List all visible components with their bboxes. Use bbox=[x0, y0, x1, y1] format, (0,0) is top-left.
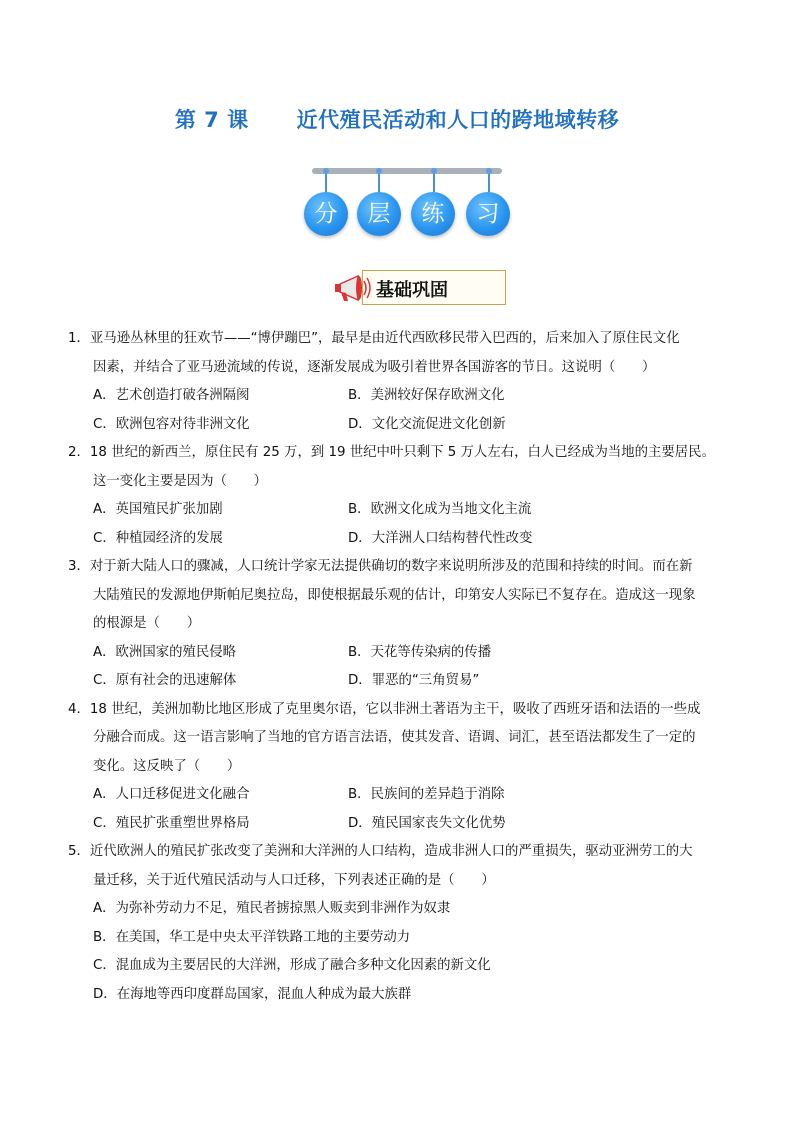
banner-char: 练 bbox=[411, 192, 455, 236]
question-text: 5．近代欧洲人的殖民扩张改变了美洲和大洋洲的人口结构，造成非洲人口的严重损失，驱动亚洲劳工的大 bbox=[68, 844, 693, 859]
banner-char: 层 bbox=[357, 192, 401, 236]
option-d: D．大洋洲人口结构替代性改变 bbox=[348, 530, 533, 546]
lesson-number: 第 7 课 bbox=[174, 108, 249, 132]
question-text: 量迁移，关于近代殖民活动与人口迁移，下列表述正确的是（ ） bbox=[93, 872, 495, 888]
option-c: C．欧洲包容对待非洲文化 bbox=[93, 416, 250, 432]
option-a: A．英国殖民扩张加剧 bbox=[93, 502, 223, 517]
question-text: 分融合而成。这一语言影响了当地的官方语言法语，使其发音、语调、词汇，甚至语法都发生了一定的 bbox=[93, 730, 696, 745]
option-a: A．为弥补劳动力不足，殖民者掳掠黑人贩卖到非洲作为奴隶 bbox=[93, 901, 451, 916]
question-text: 3．对于新大陆人口的骤减，人口统计学家无法提供确切的数字来说明所涉及的范围和持续的时间。而在新 bbox=[68, 559, 693, 574]
question-text: 变化。这反映了（ ） bbox=[93, 758, 241, 774]
question-text: 这一变化主要是因为（ ） bbox=[93, 473, 268, 489]
option-d: D．文化交流促进文化创新 bbox=[348, 416, 506, 432]
question-text: 4．18 世纪，美洲加勒比地区形成了克里奥尔语，它以非洲土著语为主干，吸收了西班牙语和法语的一些成 bbox=[68, 701, 701, 717]
question-1 bbox=[68, 325, 728, 439]
option-b: B．在美国，华工是中央太平洋铁路工地的主要劳动力 bbox=[93, 929, 411, 945]
question-3 bbox=[68, 553, 728, 696]
question-text: 1．亚马逊丛林里的狂欢节——“博伊蹦巴”，最早是由近代西欧移民带入巴西的，后来加入了原住民文化 bbox=[68, 331, 680, 346]
page-title bbox=[0, 104, 794, 134]
option-c: C．混血成为主要居民的大洋洲，形成了融合多种文化因素的新文化 bbox=[93, 958, 491, 973]
option-a: A．人口迁移促进文化融合 bbox=[93, 787, 250, 802]
question-4 bbox=[68, 696, 728, 839]
practice-banner bbox=[300, 168, 514, 240]
option-b: B．美洲较好保存欧洲文化 bbox=[348, 388, 505, 403]
lesson-title: 近代殖民活动和人口的跨地域转移 bbox=[296, 108, 620, 132]
question-5 bbox=[68, 838, 728, 1009]
question-text: 因素，并结合了亚马逊流域的传说，逐渐发展成为吸引着世界各国游客的节日。这说明（ ） bbox=[93, 359, 656, 375]
option-b: B．民族间的差异趋于消除 bbox=[348, 787, 505, 802]
option-c: C．种植园经济的发展 bbox=[93, 530, 223, 546]
banner-rod bbox=[312, 168, 502, 174]
option-d: D．罪恶的“三角贸易” bbox=[348, 673, 480, 688]
question-2 bbox=[68, 439, 728, 553]
option-d: D．殖民国家丧失文化优势 bbox=[348, 815, 506, 831]
question-list bbox=[68, 325, 728, 1009]
section-label: 基础巩固 bbox=[376, 280, 448, 301]
option-b: B．欧洲文化成为当地文化主流 bbox=[348, 502, 532, 517]
question-text: 2．18 世纪的新西兰，原住民有 25 万，到 19 世纪中叶只剩下 5 万人左右，白人已经成为当地的主要居民。 bbox=[68, 445, 715, 460]
banner-char: 习 bbox=[466, 192, 510, 236]
megaphone-icon bbox=[330, 272, 378, 306]
question-text: 大陆殖民的发源地伊斯帕尼奥拉岛，即使根据最乐观的估计，印第安人实际已不复存在。造成这一现象 bbox=[93, 587, 696, 603]
option-a: A．艺术创造打破各洲隔阂 bbox=[93, 388, 250, 403]
question-text: 的根源是（ ） bbox=[93, 616, 201, 631]
option-d: D．在海地等西印度群岛国家，混血人种成为最大族群 bbox=[93, 986, 412, 1002]
banner-char: 分 bbox=[304, 192, 348, 236]
option-c: C．原有社会的迅速解体 bbox=[93, 673, 237, 688]
option-b: B．天花等传染病的传播 bbox=[348, 644, 492, 660]
option-a: A．欧洲国家的殖民侵略 bbox=[93, 644, 237, 660]
option-c: C．殖民扩张重塑世界格局 bbox=[93, 815, 250, 831]
